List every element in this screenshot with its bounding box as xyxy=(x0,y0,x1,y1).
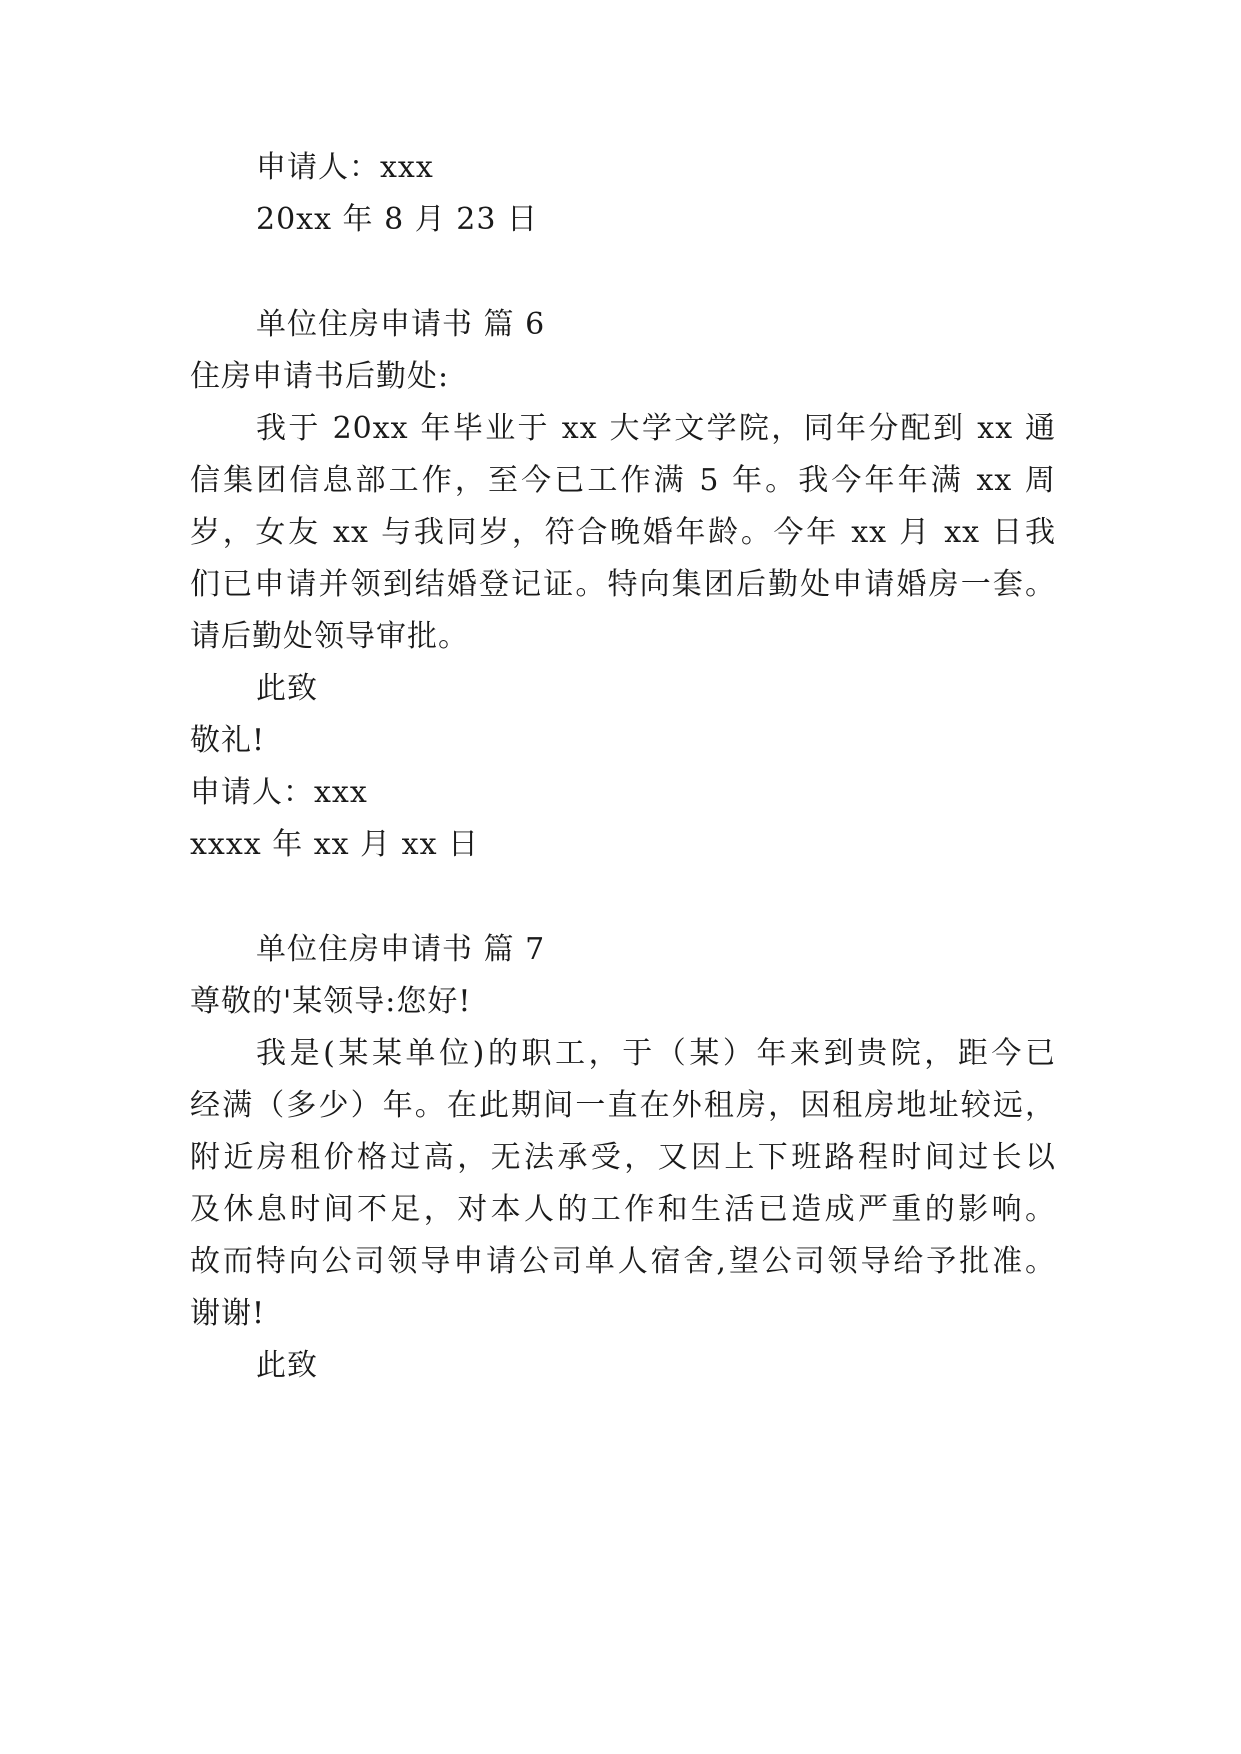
applicant-line: 申请人：xxx xyxy=(190,775,368,810)
section-title: 单位住房申请书 篇 6 xyxy=(256,307,546,342)
body-line: 故而特向公司领导申请公司单人宿舍,望公司领导给予批准。 xyxy=(190,1244,1056,1279)
applicant-line: 申请人：xxx xyxy=(256,150,434,185)
date-line: 20xx 年 8 月 23 日 xyxy=(256,202,538,237)
closing-line: 敬礼! xyxy=(190,723,266,758)
body-line: 我是(某某单位)的职工，于（某）年来到贵院，距今已 xyxy=(256,1036,1056,1071)
salutation: 住房申请书后勤处: xyxy=(190,359,450,394)
body-line: 及休息时间不足，对本人的工作和生活已造成严重的影响。 xyxy=(190,1192,1056,1227)
section-title: 单位住房申请书 篇 7 xyxy=(256,932,546,967)
body-line: 岁，女友 xx 与我同岁，符合晚婚年龄。今年 xx 月 xx 日我 xyxy=(190,515,1056,550)
date-line: xxxx 年 xx 月 xx 日 xyxy=(190,827,480,862)
body-line: 请后勤处领导审批。 xyxy=(190,619,469,654)
body-line: 信集团信息部工作，至今已工作满 5 年。我今年年满 xx 周 xyxy=(190,463,1056,498)
closing-line: 此致 xyxy=(256,671,318,706)
body-line: 附近房租价格过高，无法承受，又因上下班路程时间过长以 xyxy=(190,1140,1056,1175)
body-line: 谢谢! xyxy=(190,1296,266,1331)
salutation: 尊敬的'某领导:您好! xyxy=(190,984,472,1019)
closing-line: 此致 xyxy=(256,1348,318,1383)
body-line: 我于 20xx 年毕业于 xx 大学文学院，同年分配到 xx 通 xyxy=(256,411,1056,446)
body-line: 们已申请并领到结婚登记证。特向集团后勤处申请婚房一套。 xyxy=(190,567,1056,602)
body-line: 经满（多少）年。在此期间一直在外租房，因租房地址较远， xyxy=(190,1088,1056,1123)
